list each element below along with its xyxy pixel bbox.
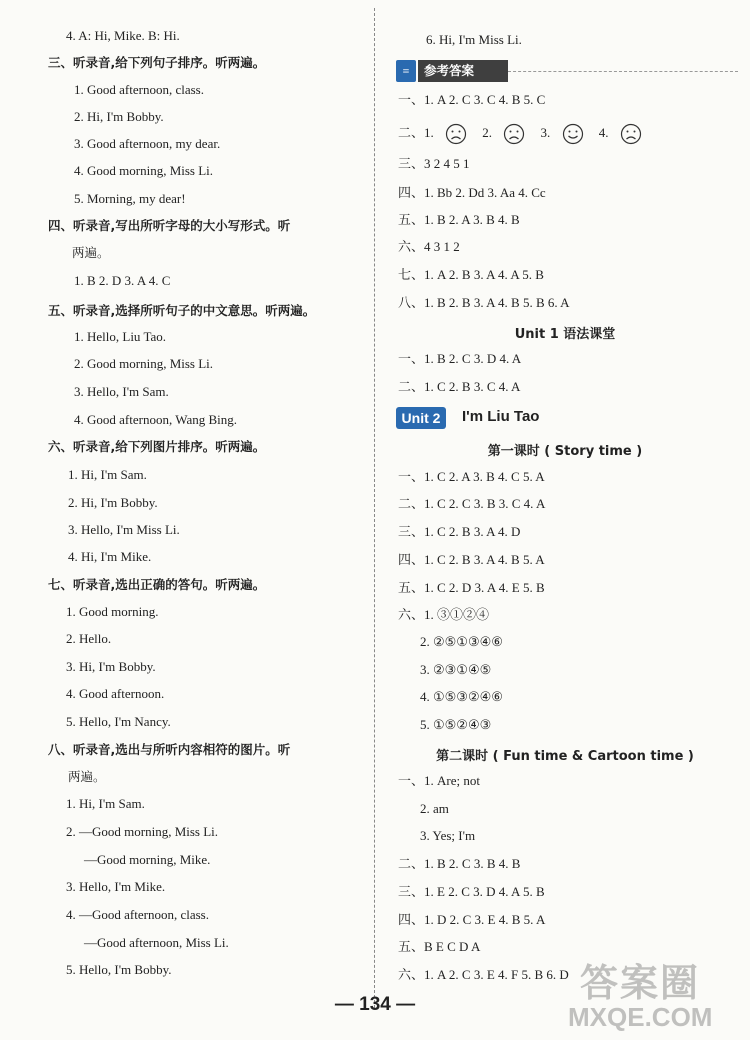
left-line: 1. Good morning. — [66, 604, 159, 619]
left-line: 4. A: Hi, Mike. B: Hi. — [66, 28, 180, 43]
answer-line: 2. ②⑤①③④⑥ — [420, 634, 503, 649]
answer-line: 2. am — [420, 801, 449, 816]
answer-line: 四、1. D 2. C 3. E 4. B 5. A — [398, 912, 546, 927]
left-line: 两遍。 — [68, 769, 106, 784]
answer-line: 三、1. C 2. B 3. A 4. D — [398, 524, 521, 539]
lesson2-heading: 第二课时 ( Fun time & Cartoon time ) — [436, 749, 694, 764]
faces-row — [398, 122, 642, 145]
sad-face-icon — [503, 123, 525, 145]
answer-line: 七、1. A 2. B 3. A 4. A 5. B — [398, 267, 544, 282]
left-line: 1. Hi, I'm Sam. — [66, 796, 145, 811]
answer-line: 一、1. A 2. C 3. C 4. B 5. C — [398, 92, 546, 107]
section-heading: 四、听录音,写出所听字母的大小写形式。听 — [48, 218, 291, 233]
answer-line: 3. ②③①④⑤ — [420, 662, 492, 677]
sad-face-icon — [445, 123, 467, 145]
section-heading: 六、听录音,给下列图片排序。听两遍。 — [48, 439, 266, 454]
left-line: 2. Hi, I'm Bobby. — [68, 495, 158, 510]
answer-line: 四、1. Bb 2. Dd 3. Aa 4. Cc — [398, 185, 546, 200]
answer-line: 二、1. B 2. C 3. B 4. B — [398, 856, 521, 871]
answer-line: 五、1. B 2. A 3. B 4. B — [398, 212, 520, 227]
left-line: 3. Hello, I'm Sam. — [74, 384, 169, 399]
answer-line: 一、1. Are; not — [398, 773, 480, 788]
answer-line: 六、1. ③①②④ — [398, 607, 490, 622]
answer-line: 三、3 2 4 5 1 — [398, 156, 470, 171]
lesson1-heading: 第一课时 ( Story time ) — [487, 444, 643, 459]
left-line: 4. Good afternoon, Wang Bing. — [74, 412, 237, 427]
faces-row-prefix: 二、1. — [398, 125, 434, 140]
left-line: 4. Good afternoon. — [66, 686, 165, 701]
answer-line: 二、1. C 2. B 3. C 4. A — [398, 379, 521, 394]
grammar-heading: Unit 1 语法课堂 — [514, 327, 616, 342]
face-number: 2. — [482, 125, 493, 140]
left-line: 5. Hello, I'm Bobby. — [66, 962, 172, 977]
left-line: 4. Good morning, Miss Li. — [74, 163, 214, 178]
left-line: 3. Hello, I'm Miss Li. — [68, 522, 180, 537]
face-number: 3. — [540, 125, 551, 140]
answer-line: 五、1. C 2. D 3. A 4. E 5. B — [398, 580, 545, 595]
left-line: 1. Hi, I'm Sam. — [68, 467, 147, 482]
left-line: 2. Hello. — [66, 631, 112, 646]
watermark-url: MXQE.COM — [568, 1002, 713, 1032]
answer-line: 4. ①⑤③②④⑥ — [420, 689, 503, 704]
section-heading: 八、听录音,选出与所听内容相符的图片。听 — [48, 742, 291, 757]
watermark-logo-text: 答案圈 — [580, 961, 701, 1005]
left-line: 4. Hi, I'm Mike. — [68, 549, 152, 564]
answer-line: 六、4 3 1 2 — [398, 239, 460, 254]
answer-line: 二、1. C 2. C 3. B 3. C 4. A — [398, 496, 546, 511]
answer-line: 五、B E C D A — [398, 939, 481, 954]
section-heading: 三、听录音,给下列句子排序。听两遍。 — [48, 55, 266, 70]
answer-line: 3. Yes; I'm — [420, 828, 476, 843]
happy-face-icon — [562, 123, 584, 145]
section-heading: 五、听录音,选择所听句子的中文意思。听两遍。 — [48, 303, 316, 318]
watermark — [560, 952, 745, 1032]
left-line: 2. —Good morning, Miss Li. — [66, 824, 219, 839]
left-line: 1. B 2. D 3. A 4. C — [74, 273, 171, 288]
left-line: —Good afternoon, Miss Li. — [84, 935, 229, 950]
sad-face-icon — [620, 123, 642, 145]
book-icon: ≡ — [396, 60, 416, 82]
left-line: 3. Hello, I'm Mike. — [66, 879, 166, 894]
column-divider — [374, 8, 375, 1008]
left-line: 1. Good afternoon, class. — [74, 82, 204, 97]
unit-badge: Unit 2 — [396, 407, 446, 429]
answer-line: 六、1. A 2. C 3. E 4. F 5. B 6. D — [398, 967, 569, 982]
left-line: 2. Good morning, Miss Li. — [74, 356, 214, 371]
answer-line: 一、1. B 2. C 3. D 4. A — [398, 351, 522, 366]
answer-line: 5. ①⑤②④③ — [420, 717, 492, 732]
page-number: — 134 — — [334, 994, 416, 1015]
answer-line: 四、1. C 2. B 3. A 4. B 5. A — [398, 552, 545, 567]
left-line: 3. Good afternoon, my dear. — [74, 136, 221, 151]
answer-line: 一、1. C 2. A 3. B 4. C 5. A — [398, 469, 545, 484]
left-line: 3. Hi, I'm Bobby. — [66, 659, 156, 674]
left-line: 4. —Good afternoon, class. — [66, 907, 209, 922]
left-line: 5. Hello, I'm Nancy. — [66, 714, 171, 729]
left-line: 两遍。 — [72, 245, 110, 260]
face-number: 4. — [598, 125, 609, 140]
answer-line: 三、1. E 2. C 3. D 4. A 5. B — [398, 884, 545, 899]
right-line: 6. Hi, I'm Miss Li. — [426, 32, 522, 47]
left-line: 2. Hi, I'm Bobby. — [74, 109, 164, 124]
section-heading: 七、听录音,选出正确的答句。听两遍。 — [48, 577, 266, 592]
left-line: 1. Hello, Liu Tao. — [74, 329, 167, 344]
banner-rule — [508, 71, 738, 72]
left-line: 5. Morning, my dear! — [74, 191, 186, 206]
answer-line: 八、1. B 2. B 3. A 4. B 5. B 6. A — [398, 295, 570, 310]
answer-banner — [396, 60, 508, 82]
unit-title: I'm Liu Tao — [462, 408, 540, 425]
left-line: —Good morning, Mike. — [84, 852, 211, 867]
answer-banner-label: 参考答案 — [418, 60, 508, 82]
